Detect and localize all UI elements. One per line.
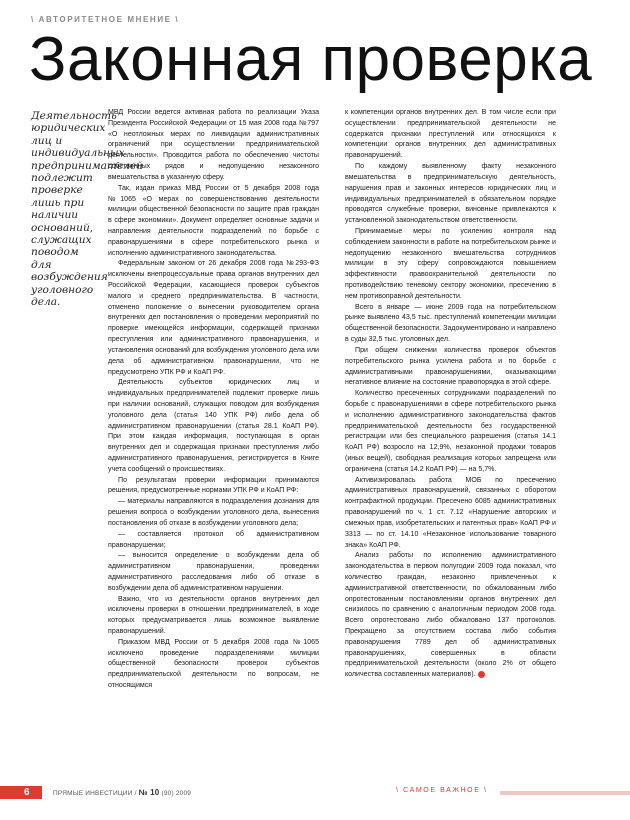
paragraph: При общем снижении количества проверок объектов потребительского рынка усилена работа и по борьбе с административными правонарушениями, оказывающими негативное влияние на состояние правопорядка в этой сфере.	[345, 346, 556, 387]
rubric-label: \ АВТОРИТЕТНОЕ МНЕНИЕ \	[31, 15, 180, 24]
magazine-name: ПРЯМЫЕ ИНВЕСТИЦИИ /	[53, 790, 139, 797]
paragraph: Приказом МВД России от 5 декабря 2008 года №1065 исключено проведение подразделениями милиции общественной безопасности проверок субъектов предпринимательской деятельности по вопросам, не относящимся	[108, 638, 319, 690]
list-item: — составляется протокол об административном правонарушении;	[108, 530, 319, 549]
paragraph-text: Анализ работы по исполнению административного законодательства в первом полугодии 2009 года показал, что количество граждан, незаконно привлеченных к административной ответственности, по обжалованным либо опротестованным постановлениям органов внутренних дел снизилось по сравнению с аналогичным периодом 2008 года. Всего опротестовано либо обжаловано 137 протоколов. Прекращено за отсутствием состава либо события правонарушения 7789 дел об административных правонарушениях, совершенных в области предпринимательской деятельности (около 2% от общего количества составленных материалов).	[345, 552, 556, 679]
footer-divider	[500, 791, 630, 795]
paragraph: Количество пресеченных сотрудниками подразделений по борьбе с правонарушениями в сфере потребительского рынка и исполнению административного законодательства фактов предпринимательской деятельности без государственной регистрации или без специального разрешения (статья 14.1 КоАП РФ) возросло на 12,9%, незаконной продажи товаров (иных вещей), свободная реализация которых запрещена или ограничена (статья 14.2 КоАП РФ) — на 5,7%.	[345, 390, 556, 473]
issue-number: № 10	[138, 788, 160, 797]
paragraph: Активизировалась работа МОБ по пресечению административных правонарушений, связанных с оборотом контрафактной продукции. Пресечено 6085 административных правонарушений по ч. 1 ст. 7.12 «Нарушение авторских и смежных прав, изобретательских и патентных прав» КоАП РФ и 3313 — по ст. 14.10 «Незаконное использование товарного знака» КоАП РФ.	[345, 476, 556, 549]
paragraph: к компетенции органов внутренних дел. В том числе если при осуществлении предпринимательской деятельности не содержатся признаки преступлений или относящихся к компетенции органов внутренних дел административных правонарушений.	[345, 109, 556, 160]
article-headline: Законная проверка	[29, 25, 593, 94]
paragraph: Принимаемые меры по усилению контроля над соблюдением законности в работе на потребительском рынке и недопущению незаконного вмешательства сотрудников милиции в эту сферу сопровождаются повышением эффективности правоохранительной деятельности по противодействию теневому сектору экономики, пресечению в нем противоправной деятельности.	[345, 227, 556, 300]
magazine-credit	[53, 788, 191, 797]
list-item: — выносится определение о возбуждении дела об административном правонарушении, проведении административного расследования либо об отказе в возбуждении дела об административном нарушении.	[108, 552, 319, 592]
paragraph: Так, издан приказ МВД России от 5 декабря 2008 года №1065 «О мерах по совершенствованию деятельности милиции общественной безопасности по защите прав граждан в сфере экономики». Документ определяет основные задачи и направления деятельности подразделений по борьбе с правонарушениями в сфере потребительского рынка и исполнению административного законодательства.	[108, 184, 319, 257]
paragraph: По каждому выявленному факту незаконного вмешательства в предпринимательскую деятельность, нарушения прав и законных интересов юридических лиц и индивидуальных предпринимателей в обязательном порядке проводятся служебные проверки, виновные привлекаются к установленной законодательством ответственности.	[345, 163, 556, 225]
end-mark-icon	[478, 671, 485, 678]
paragraph: Всего в январе — июне 2009 года на потребительском рынке выявлено 43,5 тыс. преступлений компетенции милиции общественной безопасности. Задокументировано и направлено в суды 32,5 тыс. уголовных дел.	[345, 303, 556, 344]
article-column-1	[108, 108, 319, 692]
lead-quote: Деятельность юридических лиц и индивидуальных предпринимателей подлежит проверке лишь при наличии оснований, служащих поводом для возбуждения уголовного дела.	[31, 110, 144, 309]
paragraph: Деятельность субъектов юридических лиц и индивидуальных предпринимателей подлежит проверке лишь при наличии оснований, служащих поводом для возбуждения уголовного дела (статья 140 УПК РФ) либо дела об административном правонарушении (статья 28.1 КоАП РФ). При этом каждая информация, поступающая в орган внутренних дел и содержащая признаки преступления либо административного правонарушения, регистрируется в Книге учета сообщений о происшествиях.	[108, 379, 319, 473]
article-column-2	[345, 108, 556, 681]
section-label: \ САМОЕ ВАЖНОЕ \	[396, 787, 488, 794]
paragraph: Федеральным законом от 26 декабря 2008 года №293-ФЗ исключены внепроцессуальные права органов внутренних дел Российской Федерации, касающиеся проверок субъектов малого и среднего предпринимательства. В частности, отменено положение о вынесении руководителем органа внутренних дел постановления о проведении мероприятий по проверке имеющейся информации, содержащей признаки преступления или административного правонарушения, и установления оснований для возбуждения уголовного дела или дела об административном правонарушении, что не предусмотрено УПК РФ и КоАП РФ.	[108, 260, 319, 376]
paragraph: Важно, что из деятельности органов внутренних дел исключены проверки в отношении предпринимателей, в ходе которых предусматривается лишь возможное выявление правонарушений.	[108, 595, 319, 635]
paragraph: МВД России ведется активная работа по реализации Указа Президента Российской Федерации от 15 мая 2008 года №797 «О неотложных мерах по ликвидации административных ограничений при осуществлении предпринимательской деятельности». Проводится работа по обеспечению чистоты собственных рядов и недопущению незаконного вмешательства в указанную сферу.	[108, 109, 319, 181]
page-number: 6	[0, 786, 42, 799]
list-item: — материалы направляются в подразделения дознания для решения вопроса о возбуждении уголовного дела, вынесения постановления об отказе в возбуждении уголовного дела;	[108, 498, 319, 527]
paragraph: По результатам проверки информации принимаются решения, предусмотренные нормами УПК РФ и КоАП РФ:	[108, 476, 319, 495]
paragraph	[345, 551, 556, 681]
issue-year: (90) 2009	[159, 790, 192, 797]
